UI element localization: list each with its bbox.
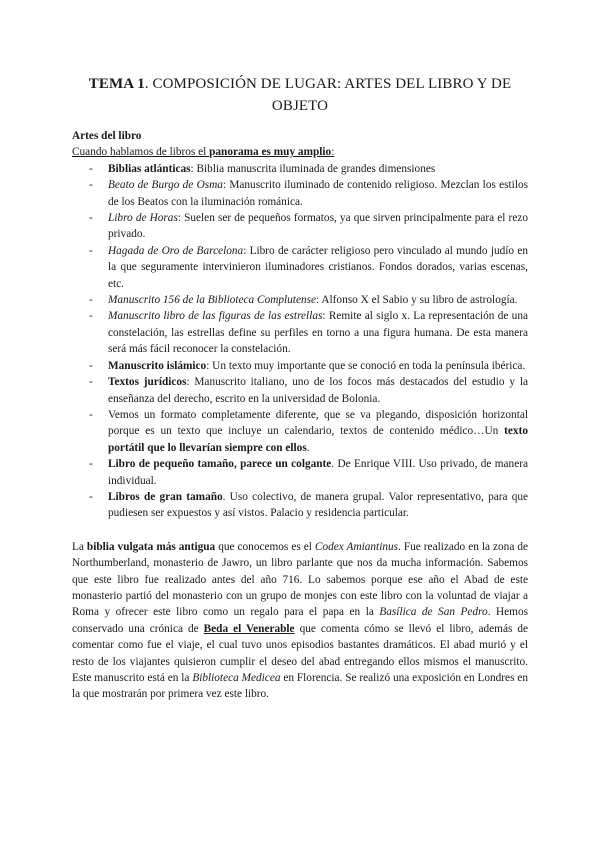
list-item: - Biblias atlánticas: Biblia manuscrita iluminada de grandes dimensiones <box>72 161 528 177</box>
bullet-dash: - <box>89 212 93 225</box>
list-item: - Libros de gran tamaño. Uso colectivo, de manera grupal. Valor representativo, para que pudiesen ser expuestos y así vistos. Palacio y residencia particular. <box>89 490 529 520</box>
bullet-dash: - <box>89 458 93 471</box>
title-number: TEMA 1 <box>88 76 145 92</box>
list-item: - Beato de Burgo de Osma: Manuscrito iluminado de contenido religioso. Mezclan los estilos de los Beatos con la iluminación románica. <box>89 179 528 208</box>
section-heading: Artes del libro <box>72 130 142 142</box>
bullet-dash: - <box>89 179 93 192</box>
bullet-dash: - <box>89 310 93 323</box>
bullet-dash: - <box>89 376 93 389</box>
list-item: - Hagada de Oro de Barcelona: Libro de carácter religioso pero vinculado al mundo judío en la que seguramente intervinieron iluminadores cristianos. Fondos dorados, varias escenas, etc. <box>89 244 528 290</box>
bullet-dash: - <box>89 408 93 421</box>
section-intro: Cuando hablamos de libros el panorama es muy amplio: <box>72 146 335 159</box>
bullet-dash: - <box>89 359 93 372</box>
list-item: - Textos jurídicos: Manuscrito italiano, uno de los focos más destacados del estudio y la enseñanza del derecho, escrito en la universidad de Bolonia. <box>89 376 528 405</box>
vulgata-paragraph: La biblia vulgata más antigua que conocemos es el Codex Amiantinus. Fue realizado en la zona de Northumberland, monasterio de Jawro, un libro parlante que nos da mucha información. Sabemos que este libro fue realizado antes del año 716. Lo sabemos porque ese año el Abad de este monasterio partió del monasterio con un grupo de monjes con este libro con la voluntad de viajar a Roma y ofrecer este libro como un regalo para el papa en la Basílica de San Pedro. Hemos conservado una crónica de Beda el Venerable que comenta cómo se llevó el libro, además de comentar como fue el viaje, el cual tuvo unos episodios bastantes dramáticos. El abad murió y el resto de los viajantes quisieron cumplir el deseo del abad entregando ellos mismos el manuscrito. Este manuscrito está en la Biblioteca Medicea en Florencia. Se realizó una exposición en Londres en la que mostrarán por primera vez este libro. <box>72 540 529 701</box>
manuscript-list <box>72 161 528 522</box>
list-item: - Manuscrito 156 de la Biblioteca Complutense: Alfonso X el Sabio y su libro de astrología. <box>72 292 528 308</box>
list-item: - Libro de pequeño tamaño, parece un colgante. De Enrique VIII. Uso privado, de manera individual. <box>89 458 528 487</box>
list-item: - Libro de Horas: Suelen ser de pequeños formatos, ya que sirven principalmente para el rezo privado. <box>89 212 528 241</box>
page-title <box>70 73 530 117</box>
document-body <box>72 128 528 703</box>
list-item: - Manuscrito libro de las figuras de las estrellas: Remite al siglo x. La representación de una constelación, las estrellas define su perfiles en torno a una figura humana. De esta manera será más fácil reconocer la constelación. <box>89 310 528 356</box>
bullet-dash: - <box>89 162 93 175</box>
bullet-dash: - <box>89 294 93 307</box>
bullet-dash: - <box>89 244 93 257</box>
bullet-dash: - <box>89 490 93 503</box>
list-item: - Vemos un formato completamente diferente, que se va plegando, disposición horizontal porque es un texto que incluye un calendario, textos de contenido médico…Un texto portátil que lo llevarían siempre con ellos. <box>89 408 528 454</box>
title-text: . COMPOSICIÓN DE LUGAR: ARTES DEL LIBRO Y DE OBJETO <box>144 76 512 114</box>
list-item: - Manuscrito islámico: Un texto muy importante que se conoció en toda la península ibérica. <box>72 358 528 374</box>
